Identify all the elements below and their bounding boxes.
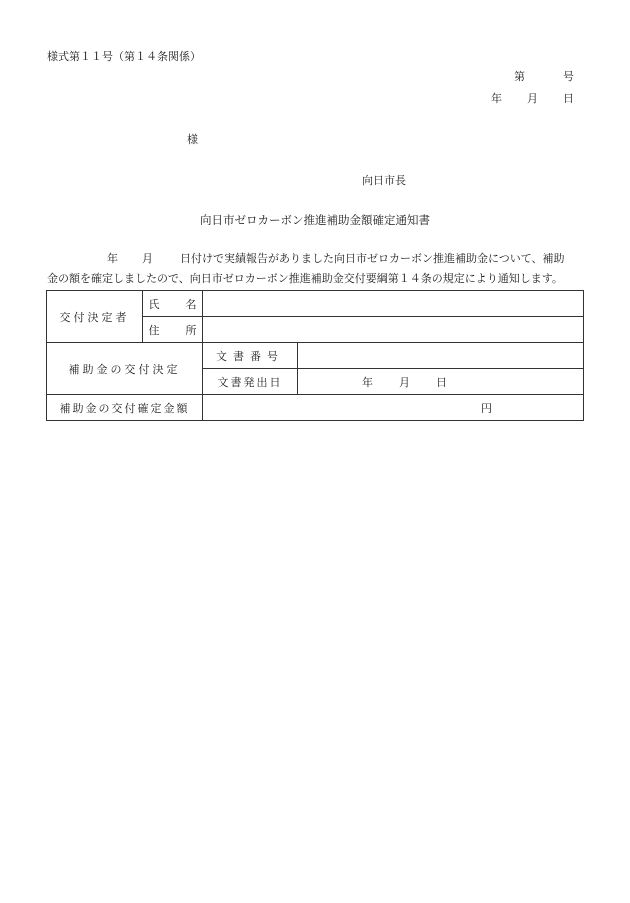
address-label <box>143 317 203 343</box>
body-year-label: 年 <box>107 252 118 265</box>
name-label-a: 氏 <box>148 297 160 311</box>
doc-number-label: 文書番号 <box>203 343 298 369</box>
issue-date-value-cell[interactable] <box>298 369 584 395</box>
date-month-label: 月 <box>527 92 538 105</box>
issue-date-day: 日 <box>436 375 447 389</box>
address-value-cell[interactable] <box>203 317 584 343</box>
body-line-1-text: 日付けで実績報告がありました向日市ゼロカーボン推進補助金について、補助 <box>180 252 565 265</box>
issuer-name: 向日市長 <box>362 174 406 187</box>
body-line-2: 金の額を確定しましたので、向日市ゼロカーボン推進補助金交付要綱第１４条の規定により通知します。 <box>47 272 563 285</box>
address-label-a: 住 <box>148 323 160 337</box>
address-label-b: 所 <box>185 323 197 337</box>
amount-value-cell[interactable] <box>203 395 584 421</box>
recipient-suffix: 様 <box>187 133 198 146</box>
document-title: 向日市ゼロカーボン推進補助金額確定通知書 <box>200 213 430 227</box>
grantee-label: 交付決定者 <box>47 291 143 343</box>
table-row-doc-number <box>47 343 584 369</box>
name-label <box>143 291 203 317</box>
amount-unit: 円 <box>481 401 492 415</box>
notice-table <box>46 290 584 421</box>
doc-number-prefix: 第 <box>514 70 525 83</box>
doc-number-suffix: 号 <box>563 70 574 83</box>
date-day-label: 日 <box>563 92 574 105</box>
date-year-label: 年 <box>491 92 502 105</box>
issue-date-label: 文書発出日 <box>203 369 298 395</box>
doc-number-value-cell[interactable] <box>298 343 584 369</box>
grant-decision-label: 補助金の交付決定 <box>47 343 203 395</box>
name-value-cell[interactable] <box>203 291 584 317</box>
name-label-b: 名 <box>185 297 197 311</box>
form-number: 様式第１１号（第１４条関係） <box>47 50 201 63</box>
body-month-label: 月 <box>142 252 153 265</box>
body-line-1 <box>47 252 583 266</box>
issue-date-year: 年 <box>362 375 373 389</box>
table-row-name <box>47 291 584 317</box>
confirmed-amount-label: 補助金の交付確定金額 <box>47 395 203 421</box>
table-row-amount <box>47 395 584 421</box>
issue-date-month: 月 <box>399 375 410 389</box>
